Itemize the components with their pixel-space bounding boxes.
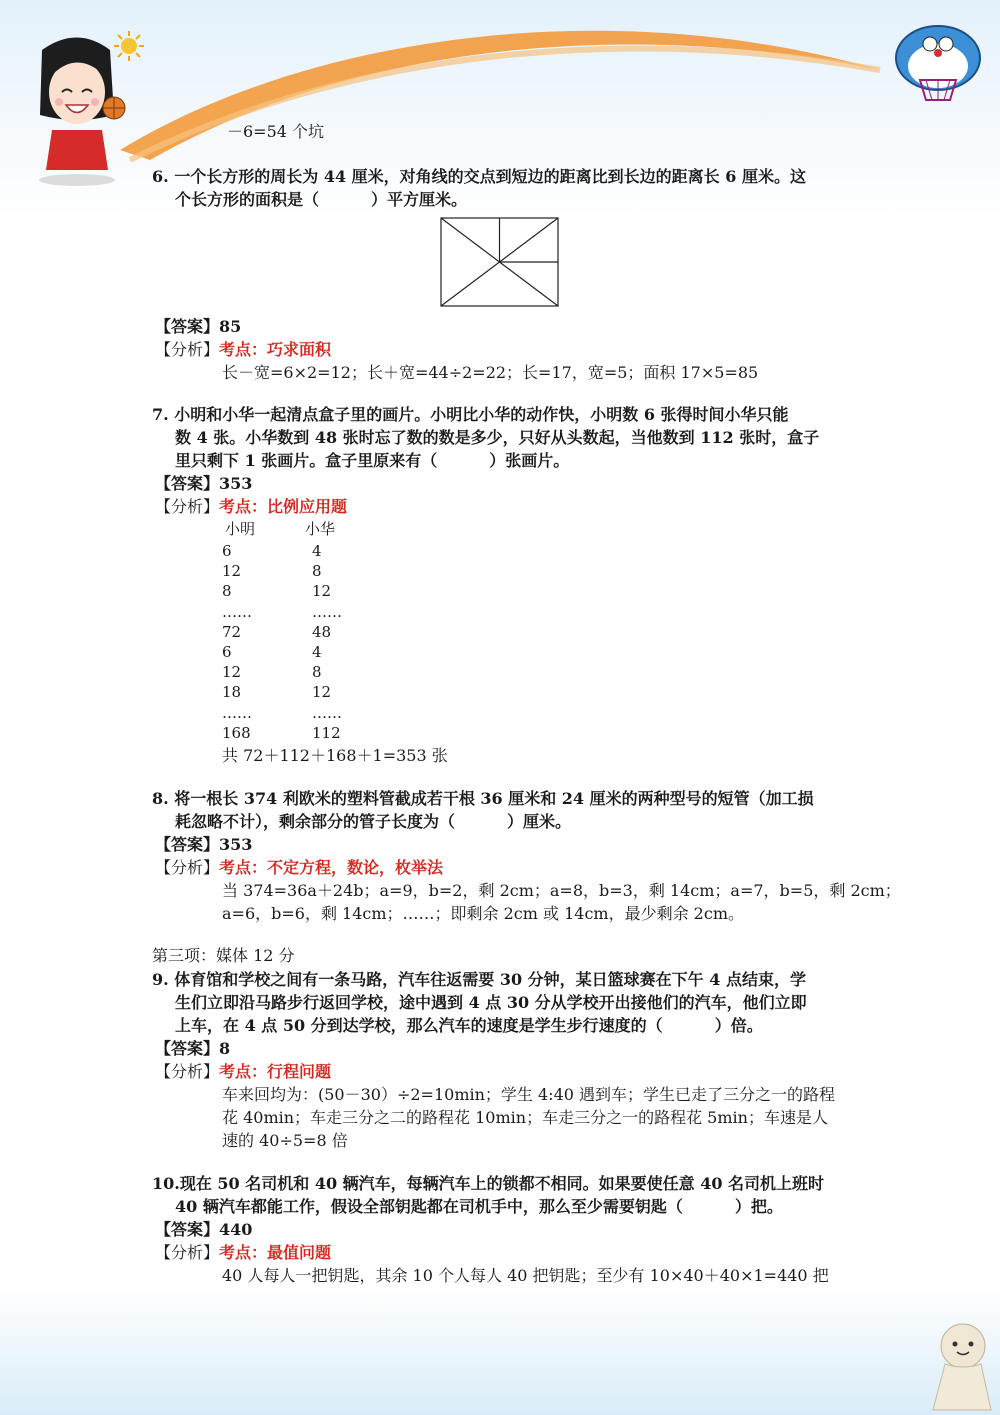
kaodian: 考点：巧求面积	[219, 340, 332, 359]
q6-solution: 长－宽=6×2=12；长＋宽=44÷2=22；长=17，宽=5；面积 17×5=85	[222, 363, 759, 382]
table-cell-xiaoming: 72	[222, 622, 242, 641]
table-cell-xiaohua: 12	[312, 683, 332, 702]
q6-analysis	[155, 340, 331, 360]
q10-line-1: 10.现在 50 名司机和 40 辆汽车，每辆汽车上的锁都不相同。如果要使任意 40 名司机上班时	[152, 1174, 825, 1193]
table-cell-xiaohua: 4	[312, 643, 322, 661]
analysis-label: 【分析】	[155, 1062, 220, 1081]
q10-line-2b: ）把。	[734, 1197, 783, 1216]
table-cell-xiaoming: 6	[222, 643, 232, 661]
answer-value: 353	[219, 835, 253, 854]
analysis-label: 【分析】	[155, 1243, 220, 1262]
q10-solution: 40 人每人一把钥匙，其余 10 个人每人 40 把钥匙；至少有 10×40＋40×1=440 把	[222, 1266, 829, 1285]
table-cell-xiaoming: 6	[222, 542, 232, 560]
q9-line-2: 生们立即沿马路步行返回学校，途中遇到 4 点 30 分从学校开出接他们的汽车，他们立即	[175, 993, 807, 1012]
q8-line-2b: ）厘米。	[507, 812, 572, 831]
q7-answer	[155, 474, 252, 494]
answer-value: 85	[219, 317, 242, 336]
q9-solution-3: 速的 40÷5=8 倍	[222, 1131, 348, 1150]
q7-line-3a: 里只剩下 1 张画片。盒子里原来有（	[175, 451, 438, 470]
q9-line-3a: 上车，在 4 点 50 分到达学校，那么汽车的速度是学生步行速度的（	[175, 1016, 663, 1035]
table-cell-xiaoming: 18	[222, 683, 242, 702]
sun-icon	[113, 30, 145, 62]
q10-line-2	[175, 1197, 783, 1217]
q9-line-1: 9. 体育馆和学校之间有一条马路，汽车往返需要 30 分钟，某日篮球赛在下午 4 点结束，学	[152, 970, 806, 989]
table-cell-xiaohua: ……	[312, 602, 342, 621]
q6-answer	[155, 317, 241, 337]
q10-line-2a: 40 辆汽车都能工作，假设全部钥匙都在司机手中，那么至少需要钥匙（	[175, 1197, 683, 1216]
q9-solution-2: 花 40min；车走三分之二的路程花 10min；车走三分之一的路程花 5min；车速是人	[222, 1108, 828, 1127]
analysis-label: 【分析】	[155, 497, 220, 516]
answer-label: 【答案】	[155, 1220, 220, 1239]
answer-value: 353	[219, 474, 253, 493]
table-cell-xiaohua: 4	[312, 542, 322, 560]
q10-answer	[155, 1220, 252, 1240]
orange-swoosh-decoration	[0, 0, 1000, 220]
kaodian: 考点：最值问题	[219, 1243, 332, 1262]
q8-solution-1: 当 374=36a＋24b；a=9，b=2，剩 2cm；a=8，b=3，剩 14cm；a=7，b=5，剩 2cm；	[222, 881, 901, 900]
previous-answer-fragment: －6=54 个坑	[227, 122, 325, 141]
q9-answer	[155, 1039, 230, 1059]
table-cell-xiaoming: 168	[222, 723, 251, 742]
q7-line-3b: ）张画片。	[489, 451, 570, 470]
answer-label: 【答案】	[155, 317, 220, 336]
q7-total: 共 72＋112＋168＋1=353 张	[222, 746, 448, 765]
q8-line-1: 8. 将一根长 374 利欧米的塑料管截成若干根 36 厘米和 24 厘米的两种型号的短管（加工损	[152, 789, 814, 808]
table-cell-xiaohua: 8	[312, 562, 322, 581]
answer-label: 【答案】	[155, 835, 220, 854]
q8-answer	[155, 835, 252, 855]
q9-analysis	[155, 1062, 331, 1082]
table-cell-xiaohua: 48	[312, 622, 332, 641]
q6-line-2b: ）平方厘米。	[371, 190, 468, 209]
answer-label: 【答案】	[155, 1039, 220, 1058]
q7-analysis	[155, 497, 347, 517]
q7-line-2: 数 4 张。小华数到 48 张时忘了数的数是多少，只好从头数起，当他数到 112 张时，盒子	[175, 428, 820, 447]
q8-line-2	[175, 812, 571, 832]
answer-value: 440	[219, 1220, 253, 1239]
q8-line-2a: 耗忽略不计），剩余部分的管子长度为（	[175, 812, 456, 831]
kaodian: 考点：行程问题	[219, 1062, 332, 1081]
table-header-xiaohua: 小华	[305, 520, 336, 538]
table-cell-xiaohua: 112	[312, 723, 341, 742]
table-cell-xiaoming: ……	[222, 703, 252, 722]
kaodian: 考点：比例应用题	[219, 497, 348, 516]
table-cell-xiaoming: 12	[222, 663, 242, 682]
analysis-label: 【分析】	[155, 340, 220, 359]
q6-line-1: 6. 一个长方形的周长为 44 厘米，对角线的交点到短边的距离比到长边的距离长 6 厘米。这	[152, 167, 806, 186]
table-cell-xiaohua: ……	[312, 703, 342, 722]
answer-value: 8	[219, 1039, 231, 1058]
teru-teru-bozu-doll-icon	[925, 1318, 995, 1413]
q7-line-1: 7. 小明和小华一起清点盒子里的画片。小明比小华的动作快，小明数 6 张得时间小华只能	[152, 405, 789, 424]
table-cell-xiaohua: 12	[312, 582, 332, 601]
analysis-label: 【分析】	[155, 858, 220, 877]
doraemon-basketball-hoop-icon	[890, 22, 985, 102]
table-cell-xiaoming: ……	[222, 602, 252, 621]
table-cell-xiaoming: 12	[222, 562, 242, 581]
q9-solution-1: 车来回均为：(50－30）÷2=10min；学生 4:40 遇到车；学生已走了三分之一的路程	[222, 1085, 836, 1104]
rectangle-diagonal-figure	[440, 217, 560, 309]
kaodian: 考点：不定方程，数论，枚举法	[219, 858, 444, 877]
q6-line-2a: 个长方形的面积是（	[175, 190, 320, 209]
q8-solution-2: a=6，b=6，剩 14cm；……；即剩余 2cm 或 14cm，最少剩余 2cm。	[222, 904, 744, 923]
table-cell-xiaoming: 8	[222, 582, 232, 601]
q7-line-3	[175, 451, 569, 471]
footer-background	[0, 1290, 1000, 1415]
q8-analysis	[155, 858, 443, 878]
q9-line-3	[175, 1016, 763, 1036]
answer-label: 【答案】	[155, 474, 220, 493]
q9-line-3b: ）倍。	[714, 1016, 763, 1035]
table-header-xiaoming: 小明	[225, 520, 256, 538]
q10-analysis	[155, 1243, 331, 1263]
q6-line-2	[175, 190, 467, 210]
section-heading: 第三项：媒体 12 分	[152, 946, 295, 965]
table-cell-xiaohua: 8	[312, 663, 322, 682]
